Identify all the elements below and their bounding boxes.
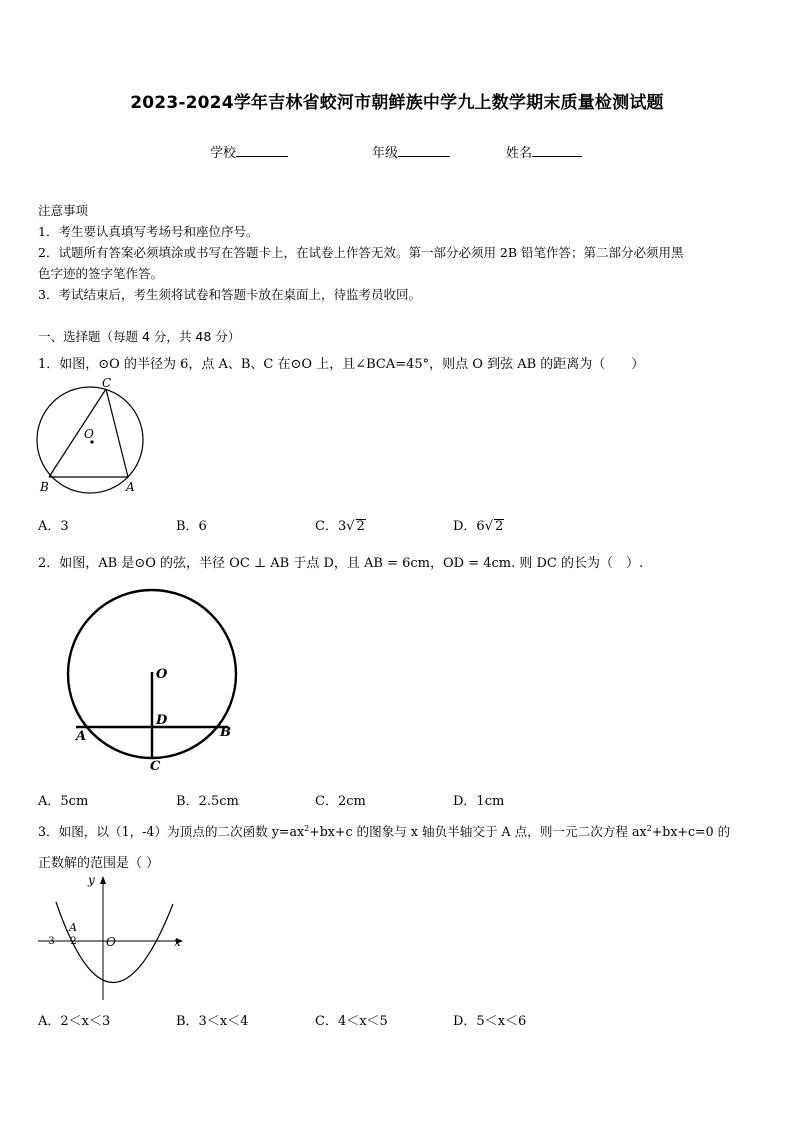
question-3-stem-line-1: [38, 821, 730, 840]
question-3-option-a[interactable]: A．2＜x＜3: [38, 1014, 111, 1029]
question-2-option-c[interactable]: C．2cm: [315, 794, 366, 809]
label-b: B: [220, 725, 231, 740]
radicand: 2: [356, 519, 365, 534]
sqrt-sign: √: [484, 519, 493, 534]
exponent: 2: [304, 823, 310, 833]
school-field[interactable]: [210, 142, 288, 161]
notice-item-3: 3．考试结束后，考生须将试卷和答题卡放在桌面上，待监考员收回。: [38, 287, 421, 302]
label-o: O: [84, 427, 94, 441]
question-1-option-b[interactable]: [176, 515, 207, 534]
question-3-stem-line-2: 正数解的范围是（ ）: [38, 856, 160, 871]
notice-item-1: 1．考生要认真填写考场号和座位序号。: [38, 224, 259, 239]
question-1-option-c[interactable]: [315, 515, 366, 534]
name-field[interactable]: [506, 142, 582, 161]
notice-heading: 注意事项: [38, 203, 89, 218]
question-3-option-d[interactable]: D．5＜x＜6: [453, 1014, 527, 1029]
question-2-figure: [66, 580, 246, 780]
question-3-figure: [36, 872, 186, 1002]
question-3-option-b[interactable]: B．3＜x＜4: [176, 1014, 249, 1029]
sqrt-sign: √: [346, 519, 355, 534]
notice-item-2: 2．试题所有答案必须填涂或书写在答题卡上，在试卷上作答无效。第一部分必须用 2B 铅笔作答；第二部分必须用黑: [38, 245, 684, 260]
label-x: x: [174, 935, 181, 949]
exponent: 2: [646, 823, 652, 833]
school-blank[interactable]: [236, 144, 288, 157]
chord-ca: [106, 389, 128, 477]
label-a: A: [69, 921, 77, 934]
option-text: C．3: [315, 519, 347, 534]
label-minus-3: -3: [45, 936, 55, 947]
stem-part: 3．如图，以（1，-4）为顶点的二次函数 y=ax: [38, 824, 305, 839]
label-o: O: [106, 935, 116, 949]
question-2-option-a[interactable]: A．5cm: [38, 794, 89, 809]
grade-label: 年级: [372, 146, 399, 161]
question-2-option-d[interactable]: D．1cm: [453, 794, 505, 809]
stem-part: +bx+c 的图象与 x 轴负半轴交于 A 点，则一元二次方程 ax: [309, 824, 647, 839]
notice-item-2-cont: 色字迹的签字笔作答。: [38, 266, 164, 281]
school-label: 学校: [210, 146, 237, 161]
chord-bc: [49, 389, 106, 477]
grade-blank[interactable]: [398, 144, 450, 157]
question-2-stem: 2．如图，AB 是⊙O 的弦，半径 OC ⊥ AB 于点 D，且 AB = 6cm，OD = 4cm. 则 DC 的长为（ ）.: [38, 556, 644, 571]
question-1-option-d[interactable]: [453, 515, 504, 534]
label-c: C: [150, 759, 161, 774]
radicand: 2: [495, 519, 504, 534]
label-y: y: [88, 873, 95, 887]
section-heading: 一、选择题（每题 4 分，共 48 分）: [38, 329, 241, 344]
label-c: C: [102, 376, 112, 390]
name-blank[interactable]: [532, 144, 582, 157]
label-d: D: [156, 713, 168, 728]
grade-field[interactable]: [372, 142, 450, 161]
label-a: A: [126, 480, 135, 494]
question-1-stem: 1．如图，⊙O 的半径为 6，点 A、B、C 在⊙O 上，且∠BCA=45°，则点 O 到弦 AB 的距离为（ ）: [38, 357, 645, 372]
label-o: O: [156, 667, 168, 682]
question-2-option-b[interactable]: B．2.5cm: [176, 794, 239, 809]
stem-part: +bx+c=0 的: [651, 824, 731, 839]
question-1-option-a[interactable]: [38, 515, 69, 534]
label-b: B: [40, 480, 49, 494]
label-minus-2: -2: [67, 936, 77, 947]
question-1-figure: [30, 378, 150, 498]
name-label: 姓名: [506, 146, 533, 161]
option-text: B．6: [176, 519, 207, 534]
label-a: A: [76, 729, 87, 744]
option-text: D．6: [453, 519, 485, 534]
page-title: 2023-2024学年吉林省蛟河市朝鲜族中学九上数学期末质量检测试题: [130, 93, 664, 113]
y-axis-arrow: [100, 876, 106, 884]
option-text: A．3: [38, 519, 69, 534]
question-3-option-c[interactable]: C．4＜x＜5: [315, 1014, 388, 1029]
